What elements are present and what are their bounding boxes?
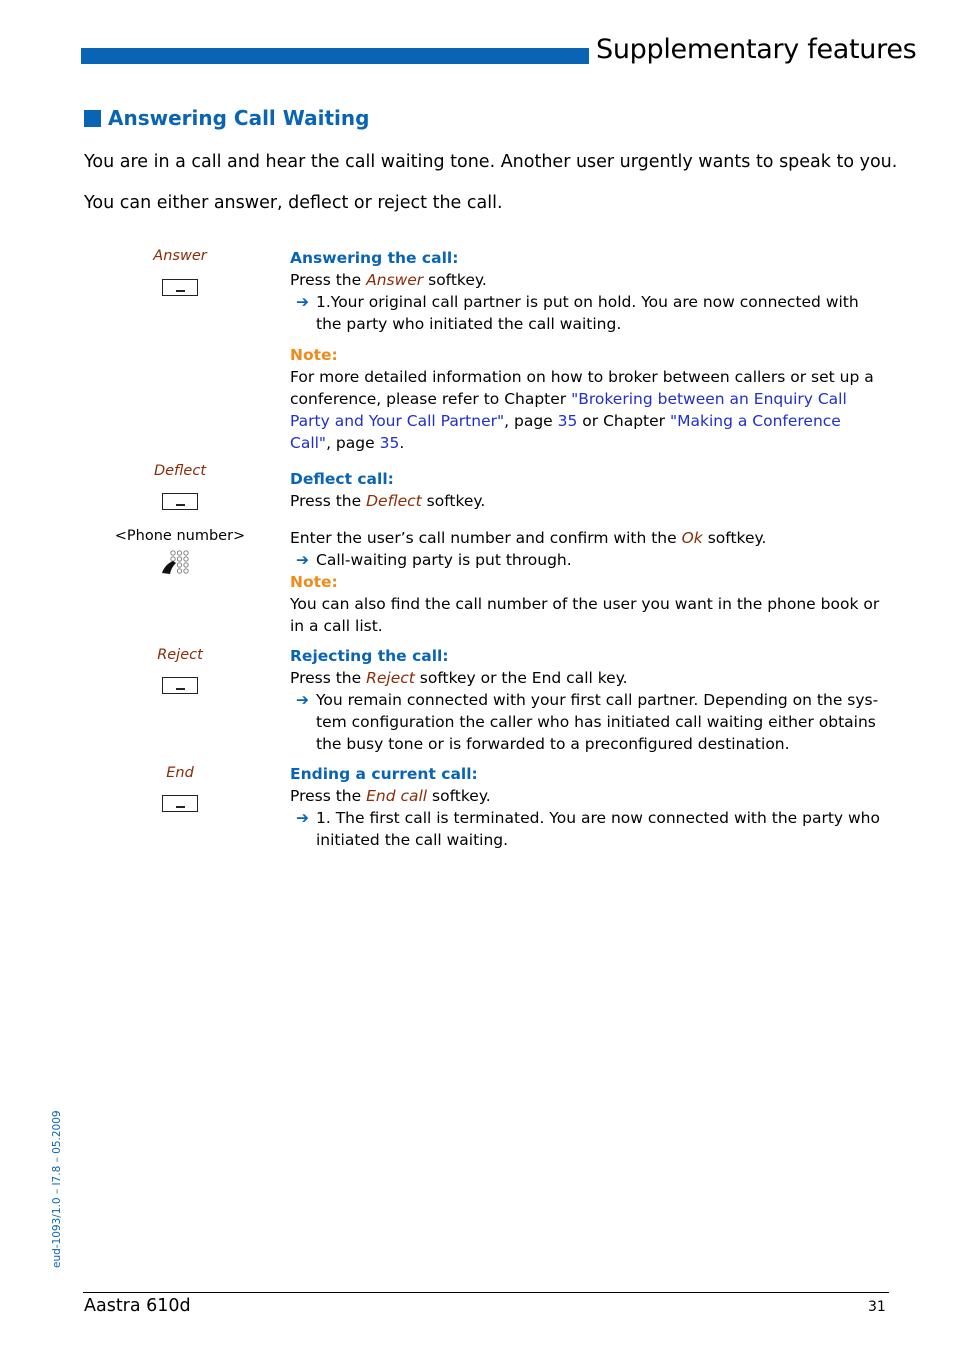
end-result: ➔ 1. The first call is terminated. You are now connected with the party who initiated the call waiting. xyxy=(296,809,880,849)
deflect-heading: Deflect call: xyxy=(290,470,394,488)
reject-result: ➔ You remain connected with your first call partner. Depending on the sys-tem configuration the caller who has initiated call waiting either obtains the busy tone or is forwarded to a preconfigured destination. xyxy=(296,691,879,753)
page-heading: Supplementary features xyxy=(596,34,917,65)
reject-heading: Rejecting the call: xyxy=(290,647,449,665)
section-title: Answering Call Waiting xyxy=(108,106,370,130)
reject-block xyxy=(290,645,880,755)
page-number: 31 xyxy=(868,1299,886,1315)
answer-result: ➔ 1.Your original call partner is put on hold. You are now connected with the party who initiated the call waiting. xyxy=(296,293,859,333)
footer-product: Aastra 610d xyxy=(84,1296,191,1316)
keypad-dialing-icon xyxy=(160,549,194,577)
deflect-block xyxy=(290,468,880,512)
deflect-instruction: Press the Deflect softkey. xyxy=(290,492,486,510)
phone-number-instruction: Enter the user’s call number and confirm with the Ok softkey. xyxy=(290,529,767,547)
intro-paragraph-2: You can either answer, deflect or reject the call. xyxy=(84,193,503,213)
end-key-label: End xyxy=(166,765,194,781)
phone-number-note: You can also find the call number of the user you want in the phone book or in a call list. xyxy=(290,595,880,635)
document-code: eud-1093/1.0 – I7.8 – 05.2009 xyxy=(51,1110,63,1268)
phone-number-note-label: Note: xyxy=(290,573,338,591)
deflect-key-label: Deflect xyxy=(153,463,207,479)
reject-softkey-icon xyxy=(162,677,198,694)
intro-paragraph-1: You are in a call and hear the call waiting tone. Another user urgently wants to speak to you. xyxy=(84,152,898,172)
answer-note-label: Note: xyxy=(290,346,338,364)
phone-number-block xyxy=(290,527,880,637)
arrow-icon: ➔ xyxy=(296,293,309,311)
end-heading: Ending a current call: xyxy=(290,765,478,783)
arrow-icon: ➔ xyxy=(296,691,309,709)
answer-instruction: Press the Answer softkey. xyxy=(290,271,487,289)
answer-softkey-icon xyxy=(162,279,198,296)
end-block xyxy=(290,763,880,851)
section-bullet-square xyxy=(84,110,101,127)
arrow-icon: ➔ xyxy=(296,551,309,569)
answer-heading: Answering the call: xyxy=(290,249,459,267)
end-instruction: Press the End call softkey. xyxy=(290,787,491,805)
arrow-icon: ➔ xyxy=(296,809,309,827)
phone-number-label: <Phone number> xyxy=(114,528,246,544)
link-page-35-b[interactable]: 35 xyxy=(379,434,400,452)
answer-block xyxy=(290,247,880,454)
reject-instruction: Press the Reject softkey or the End call key. xyxy=(290,669,628,687)
phone-number-result: ➔ Call-waiting party is put through. xyxy=(296,551,572,569)
answer-note: For more detailed information on how to broker between callers or set up a conference, please refer to Chapter "Brokering between an Enquiry Call Party and Your Call Partner", page 35 or Chapter "Making a Conference Call", page 35. xyxy=(290,368,874,452)
end-softkey-icon xyxy=(162,795,198,812)
link-page-35-a[interactable]: 35 xyxy=(557,412,578,430)
footer-divider xyxy=(83,1292,889,1293)
answer-key-label: Answer xyxy=(153,248,207,264)
reject-key-label: Reject xyxy=(157,647,203,663)
link-conference[interactable]: "Making a Conference Call" xyxy=(290,412,841,452)
link-brokering[interactable]: "Brokering between an Enquiry Call Party and Your Call Partner" xyxy=(290,390,847,430)
header-bar xyxy=(81,48,589,64)
deflect-softkey-icon xyxy=(162,493,198,510)
